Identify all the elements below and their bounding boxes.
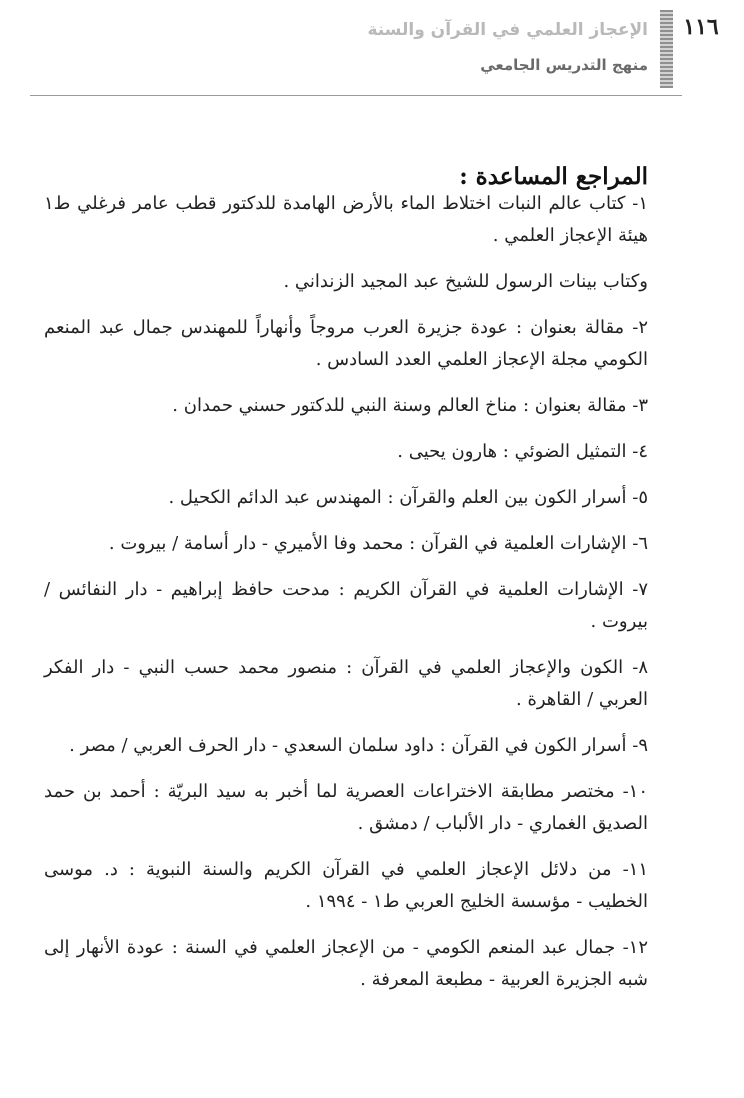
- reference-item: ٥- أسرار الكون بين العلم والقرآن : المهندس عبد الدائم الكحيل .: [168, 487, 648, 508]
- references-list: [44, 188, 648, 1010]
- reference-item: ٨- الكون والإعجاز العلمي في القرآن : منصور محمد حسب النبي - دار الفكر العربي / القاهرة .: [44, 657, 648, 710]
- running-subtitle: منهج التدريس الجامعي: [480, 56, 648, 74]
- running-title: الإعجاز العلمي في القرآن والسنة: [367, 20, 648, 40]
- reference-item: ١١- من دلائل الإعجاز العلمي في القرآن الكريم والسنة النبوية : د. موسى الخطيب - مؤسسة الخليج العربي ط١ - ١٩٩٤ .: [44, 859, 648, 912]
- page-number: ١١٦: [683, 14, 719, 40]
- reference-item: ٧- الإشارات العلمية في القرآن الكريم : مدحت حافظ إبراهيم - دار النفائس / بيروت .: [44, 579, 648, 632]
- thumb-index-band: [660, 10, 673, 88]
- reference-item: ١٠- مختصر مطابقة الاختراعات العصرية لما أخبر به سيد البريّة : أحمد بن حمد الصديق الغماري - دار الألباب / دمشق .: [44, 781, 648, 834]
- section-heading: المراجع المساعدة :: [459, 163, 648, 191]
- reference-item: ١- كتاب عالم النبات اختلاط الماء بالأرض الهامدة للدكتور قطب عامر فرغلي ط١ هيئة الإعجاز العلمي .: [44, 193, 648, 246]
- reference-item: ٢- مقالة بعنوان : عودة جزيرة العرب مروجاً وأنهاراً للمهندس جمال عبد المنعم الكومي مجلة الإعجاز العلمي العدد السادس .: [44, 317, 648, 370]
- reference-item: ١٢- جمال عبد المنعم الكومي - من الإعجاز العلمي في السنة : عودة الأنهار إلى شبه الجزيرة العربية - مطبعة المعرفة .: [44, 937, 648, 990]
- reference-item: ٦- الإشارات العلمية في القرآن : محمد وفا الأميري - دار أسامة / بيروت .: [108, 533, 648, 554]
- reference-item: ٩- أسرار الكون في القرآن : داود سلمان السعدي - دار الحرف العربي / مصر .: [69, 735, 648, 756]
- header-divider: [30, 95, 682, 96]
- reference-item: ٣- مقالة بعنوان : مناخ العالم وسنة النبي للدكتور حسني حمدان .: [172, 395, 648, 416]
- reference-item: وكتاب بينات الرسول للشيخ عبد المجيد الزنداني .: [283, 271, 648, 292]
- reference-item: ٤- التمثيل الضوئي : هارون يحيى .: [397, 441, 648, 462]
